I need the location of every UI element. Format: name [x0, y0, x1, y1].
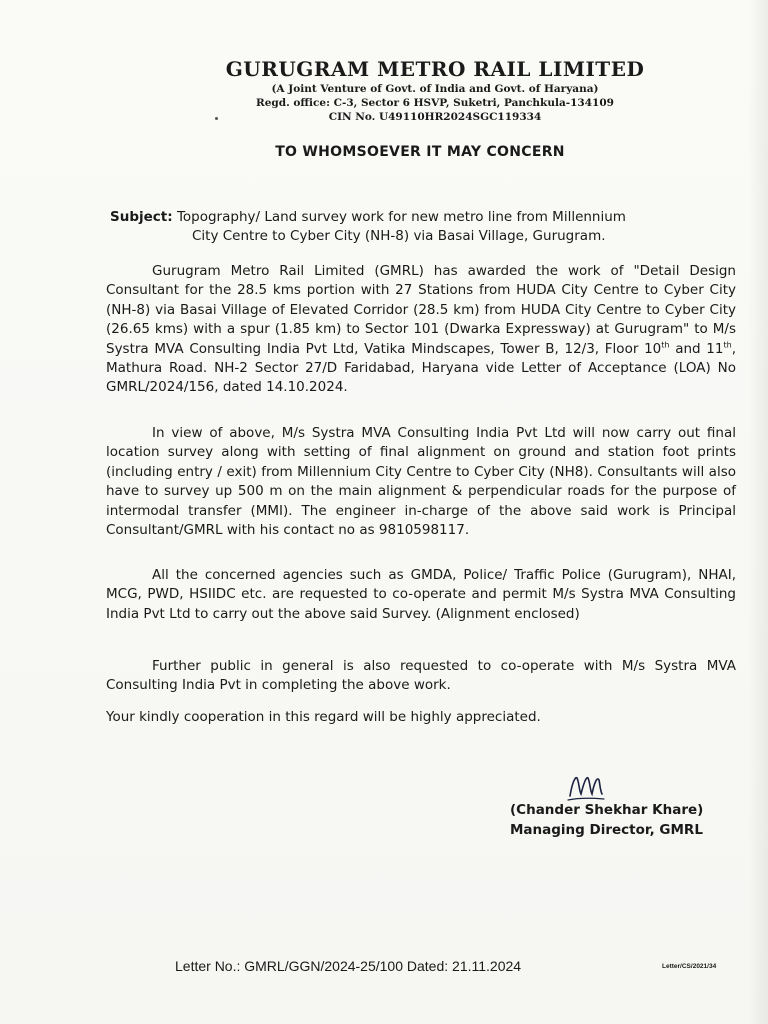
superscript-th-1: th [661, 340, 670, 350]
handwritten-signature [566, 770, 606, 804]
paragraph-public-text: Further public in general is also requested to co-operate with M/s Systra MVA Consulting India Pvt in completing the above work. [106, 658, 736, 694]
signatory-name: (Chander Shekhar Khare) [510, 802, 704, 818]
form-code: Letter/CS/2021/34 [662, 963, 717, 970]
paragraph-agencies-text: All the concerned agencies such as GMDA, Police/ Traffic Police (Gurugram), NHAI, MCG, PWD, HSIIDC etc. are requested to co-operate and permit M/s Systra MVA Consulting India Pvt Ltd to carry out the above said Survey. (Alignment enclosed) [106, 567, 736, 622]
signature-block [510, 800, 740, 840]
paragraph-award-text-2: , Mathura Road. NH-2 Sector 27/D Faridabad, Haryana vide Letter of Acceptance (LOA) No GMRL/2024/156, dated 14.10.2024. [106, 340, 736, 396]
paragraph-award-text-1: Gurugram Metro Rail Limited (GMRL) has awarded the work of "Detail Design Consultant for the 28.5 kms portion with 27 Stations from HUDA City Centre to Cyber City (NH-8) via Basai Village of Elevated Corridor (28.5 km) from HUDA City Centre to Cyber City (26.65 kms) with a spur (1.85 km) to Sector 101 (Dwarka Expressway) at Gurugram" to M/s Systra MVA Consulting India Pvt Ltd, Vatika Mindscapes, Tower B, 12/3, Floor 10 [106, 263, 736, 357]
paragraph-award [106, 262, 736, 398]
speck-mark [215, 117, 218, 120]
subject-block [110, 208, 735, 246]
signatory-designation: Managing Director, GMRL [510, 822, 703, 838]
subject-line-2: City Centre to Cyber City (NH-8) via Basai Village, Gurugram. [192, 228, 606, 244]
subject-label: Subject: [110, 209, 173, 225]
paragraph-closing-text: Your kindly cooperation in this regard will be highly appreciated. [106, 709, 541, 725]
superscript-th-2: th [723, 340, 732, 350]
regd-office-line: Regd. office: C-3, Sector 6 HSVP, Suketri, Panchkula-134109 [256, 97, 614, 109]
cin-line: CIN No. U49110HR2024SGC119334 [328, 111, 542, 123]
paragraph-award-and: and 11 [669, 340, 724, 357]
paragraph-agencies [106, 566, 736, 624]
paragraph-survey-text: In view of above, M/s Systra MVA Consulting India Pvt Ltd will now carry out final location survey along with setting of final alignment on ground and station foot prints (including entry / exit) from Millennium City Centre to Cyber City (NH8). Consultants will also have to survey up 500 m on the main alignment & perpendicular roads for the purpose of intermodal transfer (MMI). The engineer in-charge of the above said work is Principal Consultant/GMRL with his contact no as 9810598117. [106, 425, 736, 539]
letterhead [150, 56, 720, 124]
org-name: GURUGRAM METRO RAIL LIMITED [225, 57, 645, 81]
letter-reference: Letter No.: GMRL/GGN/2024-25/100 Dated: 21.11.2024 [175, 958, 522, 974]
paragraph-public [106, 657, 736, 696]
paragraph-closing [106, 708, 736, 727]
letter-heading: TO WHOMSOEVER IT MAY CONCERN [275, 144, 565, 160]
joint-venture-line: (A Joint Venture of Govt. of India and Govt. of Haryana) [271, 83, 599, 95]
paragraph-survey [106, 424, 736, 540]
page-edge-shadow [748, 0, 768, 1024]
subject-line-1: Topography/ Land survey work for new metro line from Millennium [176, 209, 626, 225]
